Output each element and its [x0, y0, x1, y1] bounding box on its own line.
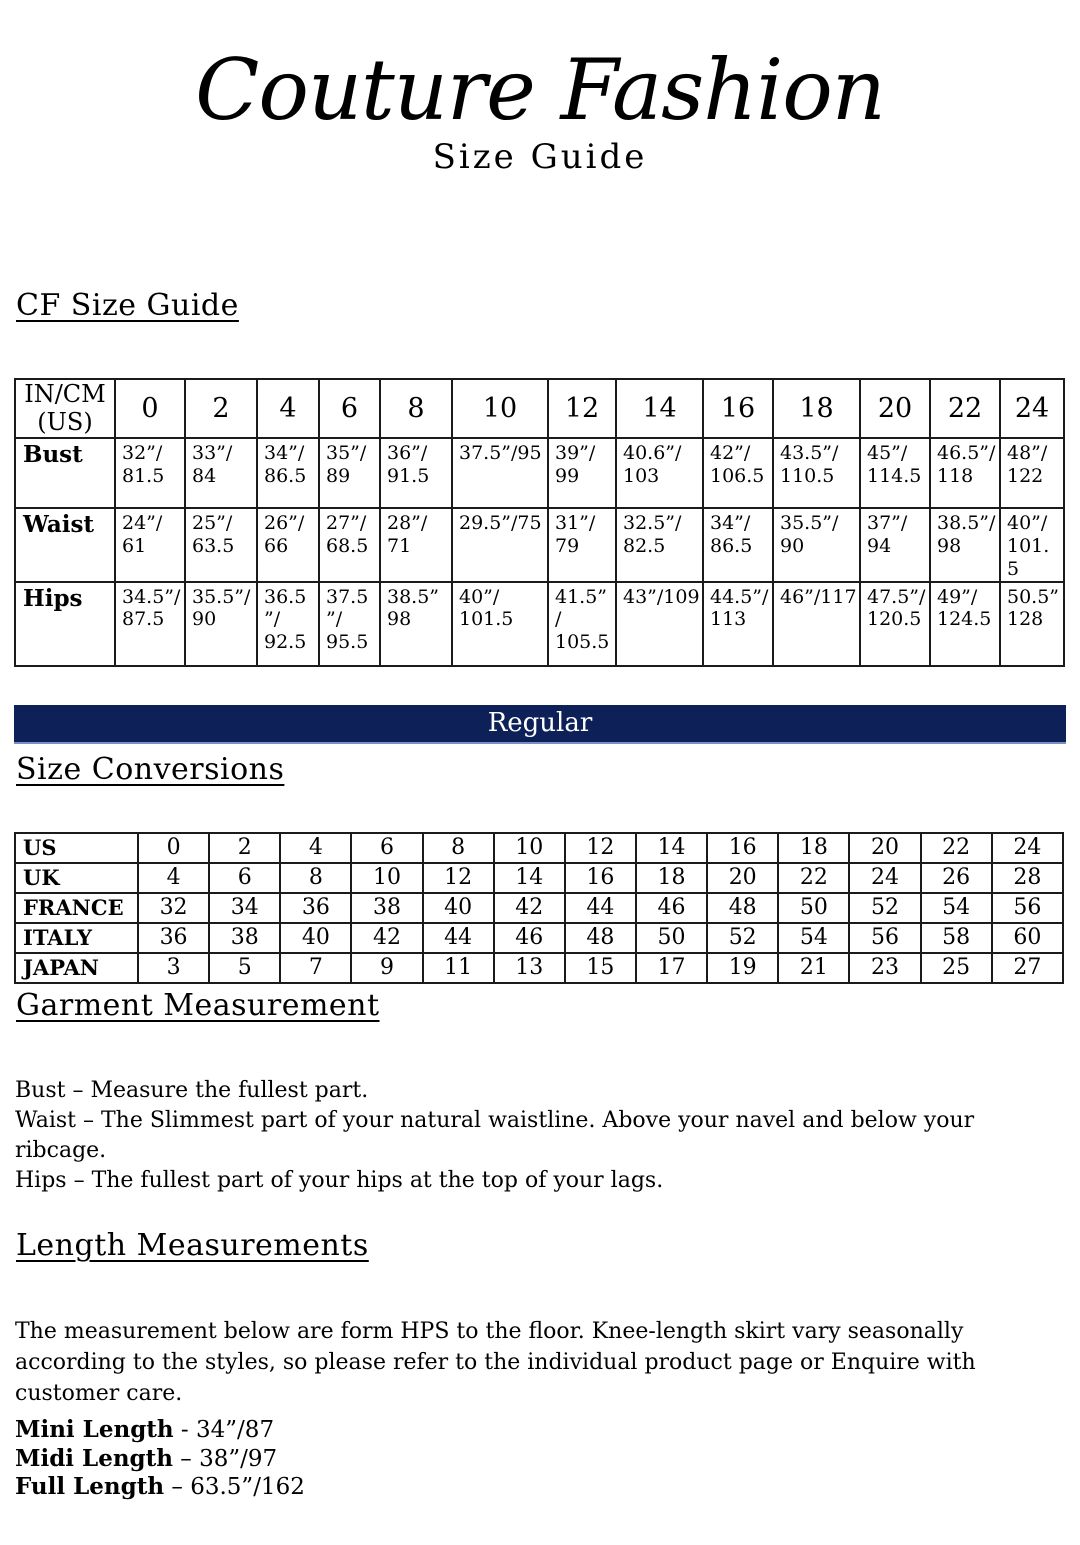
- japan-cell: 9: [351, 953, 422, 983]
- japan-cell: 17: [636, 953, 707, 983]
- italy-cell: 54: [778, 923, 849, 953]
- regular-banner: Regular: [14, 705, 1066, 744]
- italy-cell: 56: [849, 923, 920, 953]
- japan-cell: 25: [921, 953, 992, 983]
- hips-cell: 36.5”​/​92.5: [257, 582, 319, 666]
- uk-cell: 8: [280, 863, 351, 893]
- japan-cell: 5: [209, 953, 280, 983]
- midi-length-item: [15, 1445, 815, 1474]
- size-conversions-heading: Size Conversions: [16, 752, 285, 787]
- size-conversion-table: [14, 832, 1064, 984]
- us-row-label: US: [15, 833, 138, 863]
- size-header-cell: 4: [257, 379, 319, 438]
- waist-cell: 28”​/​71: [380, 508, 452, 581]
- length-measurements-paragraph: The measurement below are form HPS to the floor. Knee-length skirt vary seasonally according to the styles, so please refer to the individual product page or Enquire with customer care.: [15, 1319, 976, 1406]
- italy-cell: 58: [921, 923, 992, 953]
- full-length-separator: –: [164, 1474, 191, 1500]
- us-cell: 24: [992, 833, 1063, 863]
- size-header-cell: 18: [773, 379, 860, 438]
- japan-cell: 21: [778, 953, 849, 983]
- us-cell: 8: [423, 833, 494, 863]
- midi-length-separator: –: [172, 1445, 200, 1472]
- bust-cell: 40.6”​/​103: [616, 438, 703, 508]
- italy-cell: 48: [565, 923, 636, 953]
- bust-cell: 39”​/​99: [548, 438, 616, 508]
- uk-cell: 18: [636, 863, 707, 893]
- italy-row: [15, 923, 1063, 953]
- italy-cell: 36: [138, 923, 209, 953]
- us-cell: 12: [565, 833, 636, 863]
- hips-cell: 50.5”​128: [1000, 582, 1064, 666]
- japan-cell: 13: [494, 953, 565, 983]
- uk-cell: 12: [423, 863, 494, 893]
- us-cell: 10: [494, 833, 565, 863]
- waist-cell: 40”​/​101.5: [1000, 508, 1064, 581]
- length-values-list: [15, 1416, 815, 1502]
- uk-cell: 28: [992, 863, 1063, 893]
- size-header-cell: 24: [1000, 379, 1064, 438]
- corner-line-2: (US): [37, 407, 93, 436]
- uk-row-label: UK: [15, 863, 138, 893]
- us-cell: 2: [209, 833, 280, 863]
- france-cell: 52: [849, 893, 920, 923]
- france-cell: 46: [636, 893, 707, 923]
- bust-cell: 32”​/​81.5: [115, 438, 185, 508]
- waist-cell: 38.5”​/​98: [930, 508, 1000, 581]
- italy-cell: 40: [280, 923, 351, 953]
- japan-cell: 19: [707, 953, 778, 983]
- hips-cell: 38.5”​98: [380, 582, 452, 666]
- bust-cell: 45”​/​114.5: [860, 438, 930, 508]
- logo-subtitle: Size Guide: [432, 137, 648, 177]
- france-row: [15, 893, 1063, 923]
- bust-cell: 42”​/​106.5: [703, 438, 773, 508]
- uk-cell: 22: [778, 863, 849, 893]
- waist-cell: 37”​/​94: [860, 508, 930, 581]
- waist-row-label: Waist: [15, 508, 115, 581]
- us-cell: 22: [921, 833, 992, 863]
- waist-row: [15, 508, 1064, 581]
- garment-measurement-heading: Garment Measurement: [16, 988, 380, 1023]
- italy-cell: 38: [209, 923, 280, 953]
- size-header-cell: 20: [860, 379, 930, 438]
- size-header-cell: 2: [185, 379, 257, 438]
- uk-cell: 24: [849, 863, 920, 893]
- france-cell: 38: [351, 893, 422, 923]
- midi-length-value: 38”/97: [199, 1445, 278, 1472]
- bust-cell: 37.5”​/​95: [452, 438, 548, 508]
- uk-cell: 26: [921, 863, 992, 893]
- size-header-cell: 0: [115, 379, 185, 438]
- us-cell: 16: [707, 833, 778, 863]
- hips-cell: 47.5”​/​120.5: [860, 582, 930, 666]
- waist-cell: 26”​/​66: [257, 508, 319, 581]
- size-measurement-table: [14, 378, 1065, 667]
- mini-length-item: [15, 1416, 815, 1445]
- bust-row-label: Bust: [15, 438, 115, 508]
- brand-header: [0, 38, 1080, 177]
- bust-cell: 43.5”​/​110.5: [773, 438, 860, 508]
- length-measurements-heading: Length Measurements: [16, 1228, 369, 1263]
- bust-cell: 34”​/​86.5: [257, 438, 319, 508]
- hips-cell: 34.5”​/​87.5: [115, 582, 185, 666]
- full-length-label: Full Length: [15, 1473, 165, 1500]
- uk-cell: 20: [707, 863, 778, 893]
- bust-cell: 46.5”​/​118: [930, 438, 1000, 508]
- italy-cell: 52: [707, 923, 778, 953]
- waist-cell: 32.5”​/​82.5: [616, 508, 703, 581]
- waist-cell: 34”​/​86.5: [703, 508, 773, 581]
- italy-cell: 44: [423, 923, 494, 953]
- waist-cell: 25”​/​63.5: [185, 508, 257, 581]
- hips-cell: 40”​/​101.5: [452, 582, 548, 666]
- france-cell: 50: [778, 893, 849, 923]
- bust-row: [15, 438, 1064, 508]
- uk-cell: 14: [494, 863, 565, 893]
- france-cell: 40: [423, 893, 494, 923]
- cf-size-guide-heading: CF Size Guide: [16, 288, 239, 323]
- uk-cell: 4: [138, 863, 209, 893]
- japan-cell: 27: [992, 953, 1063, 983]
- size-header-cell: 6: [319, 379, 380, 438]
- italy-cell: 46: [494, 923, 565, 953]
- uk-cell: 16: [565, 863, 636, 893]
- corner-line-1: IN/CM: [24, 380, 106, 408]
- bust-cell: 33”​/​84: [185, 438, 257, 508]
- waist-cell: 27”​/​68.5: [319, 508, 380, 581]
- uk-cell: 6: [209, 863, 280, 893]
- us-cell: 6: [351, 833, 422, 863]
- us-cell: 14: [636, 833, 707, 863]
- brand-logo: Couture Fashion: [195, 41, 885, 139]
- full-length-value: 63.5”/162: [190, 1474, 305, 1500]
- france-cell: 56: [992, 893, 1063, 923]
- us-row: [15, 833, 1063, 863]
- hips-cell: 35.5”​/​90: [185, 582, 257, 666]
- waist-cell: 29.5”​/​75: [452, 508, 548, 581]
- us-cell: 18: [778, 833, 849, 863]
- waist-cell: 31”​/​79: [548, 508, 616, 581]
- france-cell: 54: [921, 893, 992, 923]
- italy-cell: 50: [636, 923, 707, 953]
- size-header-cell: 10: [452, 379, 548, 438]
- japan-cell: 11: [423, 953, 494, 983]
- japan-cell: 3: [138, 953, 209, 983]
- size-header-cell: 14: [616, 379, 703, 438]
- france-cell: 42: [494, 893, 565, 923]
- corner-header-cell: [15, 379, 115, 438]
- size-header-cell: 12: [548, 379, 616, 438]
- japan-cell: 15: [565, 953, 636, 983]
- full-length-item: [15, 1473, 815, 1502]
- mini-length-value: 34”/87: [196, 1417, 275, 1443]
- hips-cell: 43”​/​109: [616, 582, 703, 666]
- italy-cell: 60: [992, 923, 1063, 953]
- france-row-label: FRANCE: [15, 893, 138, 923]
- us-cell: 20: [849, 833, 920, 863]
- mini-length-label: Mini Length: [15, 1416, 174, 1443]
- france-cell: 32: [138, 893, 209, 923]
- size-header-cell: 16: [703, 379, 773, 438]
- japan-row-label: JAPAN: [15, 953, 138, 983]
- bust-cell: 48”​/​122: [1000, 438, 1064, 508]
- hips-cell: 44.5”​/​113: [703, 582, 773, 666]
- hips-cell: 37.5”​/​95.5: [319, 582, 380, 666]
- italy-row-label: ITALY: [15, 923, 138, 953]
- france-cell: 36: [280, 893, 351, 923]
- waist-cell: 24”​/​61: [115, 508, 185, 581]
- size-header-row: [15, 379, 1064, 438]
- uk-cell: 10: [351, 863, 422, 893]
- waist-cell: 35.5”​/​90: [773, 508, 860, 581]
- japan-row: [15, 953, 1063, 983]
- hips-cell: 49”​/​124.5: [930, 582, 1000, 666]
- size-header-cell: 22: [930, 379, 1000, 438]
- bust-cell: 36”​/​91.5: [380, 438, 452, 508]
- hips-row-label: Hips: [15, 582, 115, 666]
- hips-cell: 41.5”​/​105.5: [548, 582, 616, 666]
- france-cell: 34: [209, 893, 280, 923]
- uk-row: [15, 863, 1063, 893]
- france-cell: 44: [565, 893, 636, 923]
- mini-length-separator: -: [173, 1417, 197, 1443]
- hips-cell: 46”​/​117: [773, 582, 860, 666]
- us-cell: 4: [280, 833, 351, 863]
- us-cell: 0: [138, 833, 209, 863]
- midi-length-label: Midi Length: [15, 1444, 173, 1472]
- waist-instruction: Waist – The Slimmest part of your natural waistline. Above your navel and below your ribcage.: [15, 1108, 975, 1163]
- bust-cell: 35”​/​89: [319, 438, 380, 508]
- hips-instruction: Hips – The fullest part of your hips at the top of your lags.: [15, 1168, 664, 1193]
- france-cell: 48: [707, 893, 778, 923]
- italy-cell: 42: [351, 923, 422, 953]
- japan-cell: 23: [849, 953, 920, 983]
- size-header-cell: 8: [380, 379, 452, 438]
- bust-instruction: Bust – Measure the fullest part.: [15, 1078, 369, 1103]
- hips-row: [15, 582, 1064, 666]
- garment-measurement-text: [15, 1076, 1065, 1196]
- japan-cell: 7: [280, 953, 351, 983]
